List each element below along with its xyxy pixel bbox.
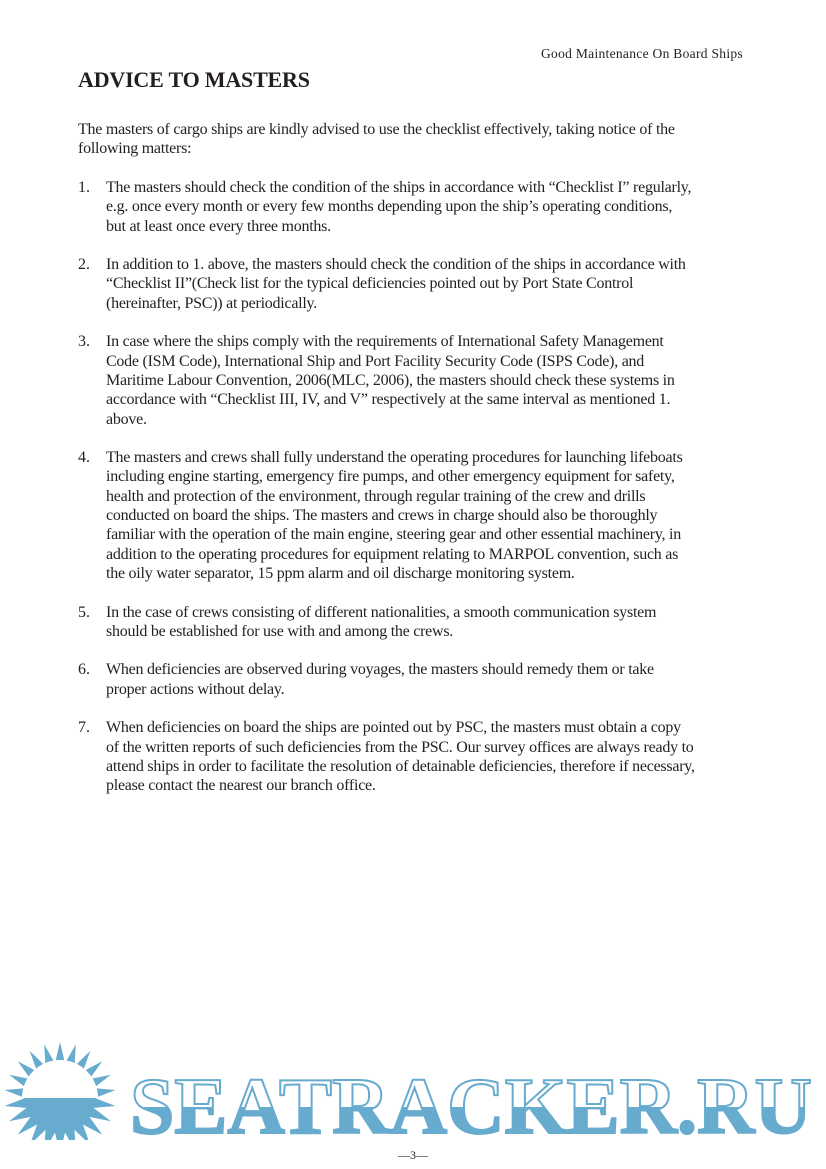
list-item-line: health and protection of the environment, through regular training of the crew and drills bbox=[106, 487, 646, 505]
page-title: ADVICE TO MASTERS bbox=[78, 67, 310, 92]
page-number: —3— bbox=[398, 1148, 428, 1162]
list-item-line: accordance with “Checklist III, IV, and V” respectively at the same interval as mentioned 1. bbox=[106, 391, 671, 409]
sun-icon bbox=[5, 1042, 116, 1140]
list-item-line: e.g. once every month or every few months depending upon the ship’s operating conditions, bbox=[106, 198, 673, 216]
list-item-line: of the written reports of such deficiencies from the PSC. Our survey offices are always ready to bbox=[106, 738, 694, 756]
list-number: 3. bbox=[78, 333, 90, 351]
watermark-text: SEATRACKER.RU bbox=[130, 1063, 812, 1140]
list-item-line: proper actions without delay. bbox=[106, 680, 285, 698]
list-item-line: including engine starting, emergency fire pumps, and other emergency equipment for safety, bbox=[106, 468, 675, 486]
sun-half-disc bbox=[22, 1060, 98, 1098]
list-item-line: please contact the nearest our branch office. bbox=[106, 777, 376, 795]
list-item-line: The masters should check the condition of the ships in accordance with “Checklist I” regularly, bbox=[106, 178, 692, 196]
watermark-logo bbox=[0, 1040, 826, 1140]
list-item-line: In case where the ships comply with the requirements of International Safety Management bbox=[106, 333, 664, 351]
list-number: 7. bbox=[78, 719, 90, 737]
list-item-line: When deficiencies on board the ships are pointed out by PSC, the masters must obtain a copy bbox=[106, 719, 681, 737]
list-item-line: familiar with the operation of the main engine, steering gear and other essential machinery, in bbox=[106, 526, 681, 544]
list-item-line: attend ships in order to facilitate the resolution of detainable deficiencies, therefore if necessary, bbox=[106, 757, 695, 775]
list-number: 5. bbox=[78, 603, 90, 621]
running-header: Good Maintenance On Board Ships bbox=[540, 46, 743, 61]
list-item-line: Maritime Labour Convention, 2006(MLC, 2006), the masters should check these systems in bbox=[106, 371, 675, 389]
list-number: 1. bbox=[78, 178, 90, 196]
list-item-line: but at least once every three months. bbox=[106, 217, 331, 235]
list-item-line: The masters and crews shall fully understand the operating procedures for launching lifeboats bbox=[106, 449, 683, 467]
list-item-line: addition to the operating procedures for equipment relating to MARPOL convention, such as bbox=[106, 545, 679, 563]
list-item-line: Code (ISM Code), International Ship and Port Facility Security Code (ISPS Code), and bbox=[106, 352, 645, 370]
list-item-line: the oily water separator, 15 ppm alarm and oil discharge monitoring system. bbox=[106, 564, 575, 582]
list-item-line: (hereinafter, PSC)) at periodically. bbox=[106, 294, 318, 312]
list-item-line: In addition to 1. above, the masters should check the condition of the ships in accordance with bbox=[106, 256, 686, 274]
list-item-line: In the case of crews consisting of different nationalities, a smooth communication system bbox=[106, 603, 657, 621]
list-number: 2. bbox=[78, 256, 90, 274]
intro-line: following matters: bbox=[78, 140, 192, 158]
list-item-line: “Checklist II”(Check list for the typical deficiencies pointed out by Port State Control bbox=[106, 275, 634, 293]
list-number: 6. bbox=[78, 661, 90, 679]
list-number: 4. bbox=[78, 449, 90, 467]
list-item-line: should be established for use with and among the crews. bbox=[106, 622, 454, 640]
intro-line: The masters of cargo ships are kindly advised to use the checklist effectively, taking notice of the bbox=[78, 121, 675, 138]
list-item-line: When deficiencies are observed during voyages, the masters should remedy them or take bbox=[106, 661, 654, 679]
list-item-line: conducted on board the ships. The masters and crews in charge should also be thoroughly bbox=[106, 507, 658, 524]
list-item-line: above. bbox=[106, 410, 147, 428]
